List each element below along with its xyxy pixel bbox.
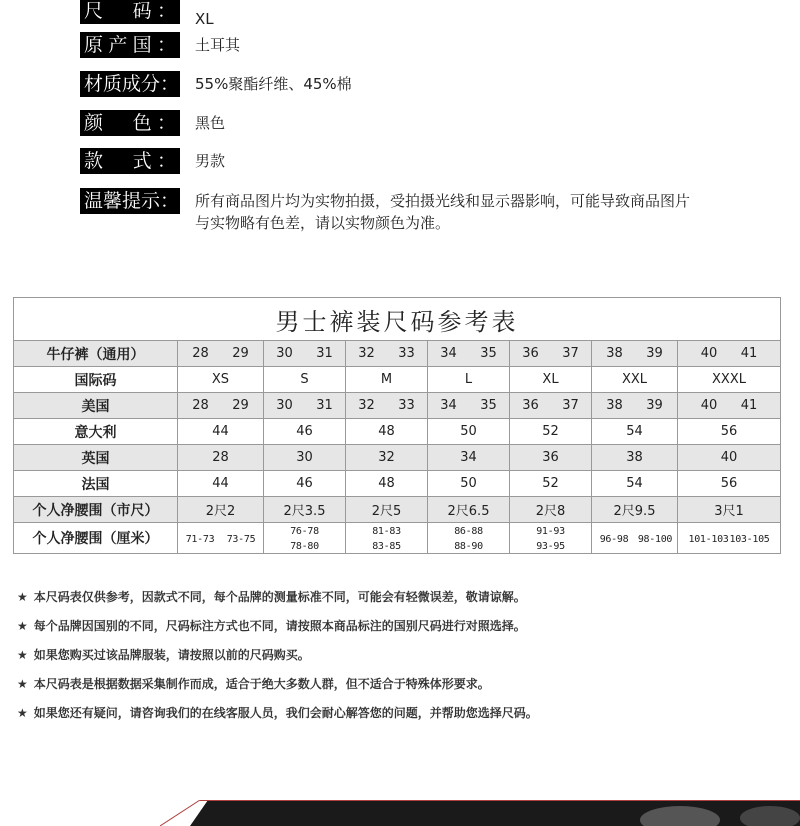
note-item	[17, 705, 538, 734]
size-cell	[264, 523, 346, 554]
table-row	[14, 497, 781, 523]
table-row	[14, 471, 781, 497]
size-notes	[17, 589, 538, 734]
size-value: 31	[316, 398, 333, 413]
size-cell	[428, 393, 510, 419]
row-header: 个人净腰围（厘米）	[14, 523, 178, 554]
size-value: 33	[398, 398, 415, 413]
note-text: 本尺码表仅供参考，因款式不同，每个品牌的测量标准不同，可能会有轻微误差，敬请谅解。	[33, 590, 526, 604]
table-title: 男士裤装尺码参考表	[14, 298, 781, 341]
note-item	[17, 618, 538, 647]
size-value: 96-98	[599, 533, 629, 545]
attr-value: 土耳其	[195, 36, 241, 54]
table-row	[14, 393, 781, 419]
size-value: 93-95	[536, 541, 565, 552]
size-value: 78-80	[290, 541, 319, 552]
attr-label: 颜 色：	[80, 110, 180, 136]
size-cell: 54	[592, 419, 678, 445]
attr-value: 黑色	[195, 114, 226, 132]
attr-label: 原产国：	[80, 32, 180, 58]
star-icon: ★	[17, 590, 28, 604]
size-cell: 3尺1	[678, 497, 781, 523]
size-value: 91-93	[536, 526, 565, 537]
size-cell: 44	[178, 419, 264, 445]
attr-label: 温馨提示：	[80, 188, 180, 214]
size-value: 35	[480, 398, 497, 413]
size-cell: M	[346, 367, 428, 393]
size-cell: 48	[346, 419, 428, 445]
size-value: 101-103	[688, 533, 729, 545]
size-value: 29	[232, 346, 249, 361]
size-cell: 36	[510, 445, 592, 471]
attr-value: XL	[195, 10, 214, 28]
attr-row-size	[80, 0, 214, 30]
attr-label: 材质成分：	[80, 71, 180, 97]
attr-row-color	[80, 110, 225, 136]
row-header: 个人净腰围（市尺）	[14, 497, 178, 523]
size-cell	[592, 523, 678, 554]
size-cell	[592, 393, 678, 419]
size-cell: 50	[428, 471, 510, 497]
size-cell	[178, 393, 264, 419]
size-value: 83-85	[372, 541, 401, 552]
size-cell: 2尺2	[178, 497, 264, 523]
size-value: 76-78	[290, 526, 319, 537]
size-value: 38	[606, 398, 623, 413]
table-row	[14, 419, 781, 445]
size-cell	[346, 393, 428, 419]
size-cell	[428, 523, 510, 554]
row-header: 英国	[14, 445, 178, 471]
star-icon: ★	[17, 648, 28, 662]
size-cell: 52	[510, 419, 592, 445]
size-value: 37	[562, 398, 579, 413]
table-row	[14, 367, 781, 393]
table-row	[14, 341, 781, 367]
size-value: 32	[358, 398, 375, 413]
star-icon: ★	[17, 706, 28, 720]
size-cell: 46	[264, 419, 346, 445]
attr-row-tip	[80, 188, 695, 234]
attr-label: 款 式：	[80, 148, 180, 174]
banner-image	[160, 800, 800, 826]
size-cell: 32	[346, 445, 428, 471]
note-text: 每个品牌因国别的不同，尺码标注方式也不同，请按照本商品标注的国别尺码进行对照选择。	[33, 619, 526, 633]
size-cell	[264, 341, 346, 367]
attr-value: 男款	[195, 152, 226, 170]
star-icon: ★	[17, 677, 28, 691]
size-value: 37	[562, 346, 579, 361]
size-cell: XXL	[592, 367, 678, 393]
size-value: 71-73	[185, 533, 215, 545]
size-value: 34	[440, 398, 457, 413]
size-value: 41	[740, 398, 758, 413]
size-cell	[510, 393, 592, 419]
row-header: 法国	[14, 471, 178, 497]
note-text: 本尺码表是根据数据采集制作而成，适合于绝大多数人群，但不适合于特殊体形要求。	[33, 677, 490, 691]
size-value: 41	[740, 346, 758, 361]
size-cell: 2尺5	[346, 497, 428, 523]
size-cell: 2尺3.5	[264, 497, 346, 523]
size-value: 31	[316, 346, 333, 361]
size-cell: 50	[428, 419, 510, 445]
size-value: 33	[398, 346, 415, 361]
size-value: 35	[480, 346, 497, 361]
row-header: 意大利	[14, 419, 178, 445]
size-cell	[678, 341, 781, 367]
size-cell	[178, 523, 264, 554]
size-value: 73-75	[226, 533, 256, 545]
size-reference-table	[13, 297, 780, 554]
size-value: 29	[232, 398, 249, 413]
note-text: 如果您还有疑问，请咨询我们的在线客服人员，我们会耐心解答您的问题，并帮助您选择尺码。	[33, 706, 538, 720]
size-cell	[178, 341, 264, 367]
size-cell	[264, 393, 346, 419]
row-header: 国际码	[14, 367, 178, 393]
size-cell	[346, 523, 428, 554]
size-value: 39	[646, 398, 663, 413]
row-header: 美国	[14, 393, 178, 419]
table-row	[14, 445, 781, 471]
size-value: 32	[358, 346, 375, 361]
attr-value: 55%聚酯纤维、45%棉	[195, 75, 352, 93]
attr-row-style	[80, 148, 225, 174]
size-cell: 38	[592, 445, 678, 471]
size-value: 38	[606, 346, 623, 361]
size-cell: 54	[592, 471, 678, 497]
row-header: 牛仔裤（通用）	[14, 341, 178, 367]
size-cell: 48	[346, 471, 428, 497]
size-cell: 56	[678, 471, 781, 497]
attr-label: 尺 码：	[80, 0, 180, 24]
size-cell: XS	[178, 367, 264, 393]
size-value: 30	[276, 346, 293, 361]
star-icon: ★	[17, 619, 28, 633]
note-text: 如果您购买过该品牌服装，请按照以前的尺码购买。	[33, 648, 310, 662]
size-cell	[428, 341, 510, 367]
size-cell: 2尺6.5	[428, 497, 510, 523]
attr-value: 所有商品图片均为实物拍摄，受拍摄光线和显示器影响，可能导致商品图片与实物略有色差，请以实物颜色为准。	[195, 192, 691, 232]
size-value: 28	[192, 398, 209, 413]
size-value: 36	[522, 346, 539, 361]
size-value: 28	[192, 346, 209, 361]
banner-graphic	[160, 800, 800, 826]
size-cell: 34	[428, 445, 510, 471]
size-value: 36	[522, 398, 539, 413]
size-cell: 56	[678, 419, 781, 445]
size-cell: L	[428, 367, 510, 393]
note-item	[17, 647, 538, 676]
size-cell	[346, 341, 428, 367]
size-cell: S	[264, 367, 346, 393]
size-cell: 28	[178, 445, 264, 471]
size-cell: 2尺9.5	[592, 497, 678, 523]
size-cell: 40	[678, 445, 781, 471]
size-value: 30	[276, 398, 293, 413]
size-cell: 52	[510, 471, 592, 497]
attr-row-material	[80, 71, 352, 97]
size-value: 86-88	[454, 526, 483, 537]
note-item	[17, 589, 538, 618]
size-value: 34	[440, 346, 457, 361]
size-cell: 2尺8	[510, 497, 592, 523]
size-cell	[678, 523, 781, 554]
table-row	[14, 523, 781, 554]
size-cell	[678, 393, 781, 419]
size-value: 40	[700, 346, 718, 361]
size-cell	[510, 341, 592, 367]
size-value: 88-90	[454, 541, 483, 552]
size-cell	[592, 341, 678, 367]
size-value: 39	[646, 346, 663, 361]
size-cell: 44	[178, 471, 264, 497]
size-cell	[510, 523, 592, 554]
size-value: 81-83	[372, 526, 401, 537]
attr-row-origin	[80, 32, 240, 58]
size-cell: XL	[510, 367, 592, 393]
note-item	[17, 676, 538, 705]
size-value: 98-100	[637, 533, 673, 545]
size-cell: 30	[264, 445, 346, 471]
size-cell: 46	[264, 471, 346, 497]
size-cell: XXXL	[678, 367, 781, 393]
size-value: 40	[700, 398, 718, 413]
size-value: 103-105	[729, 533, 770, 545]
